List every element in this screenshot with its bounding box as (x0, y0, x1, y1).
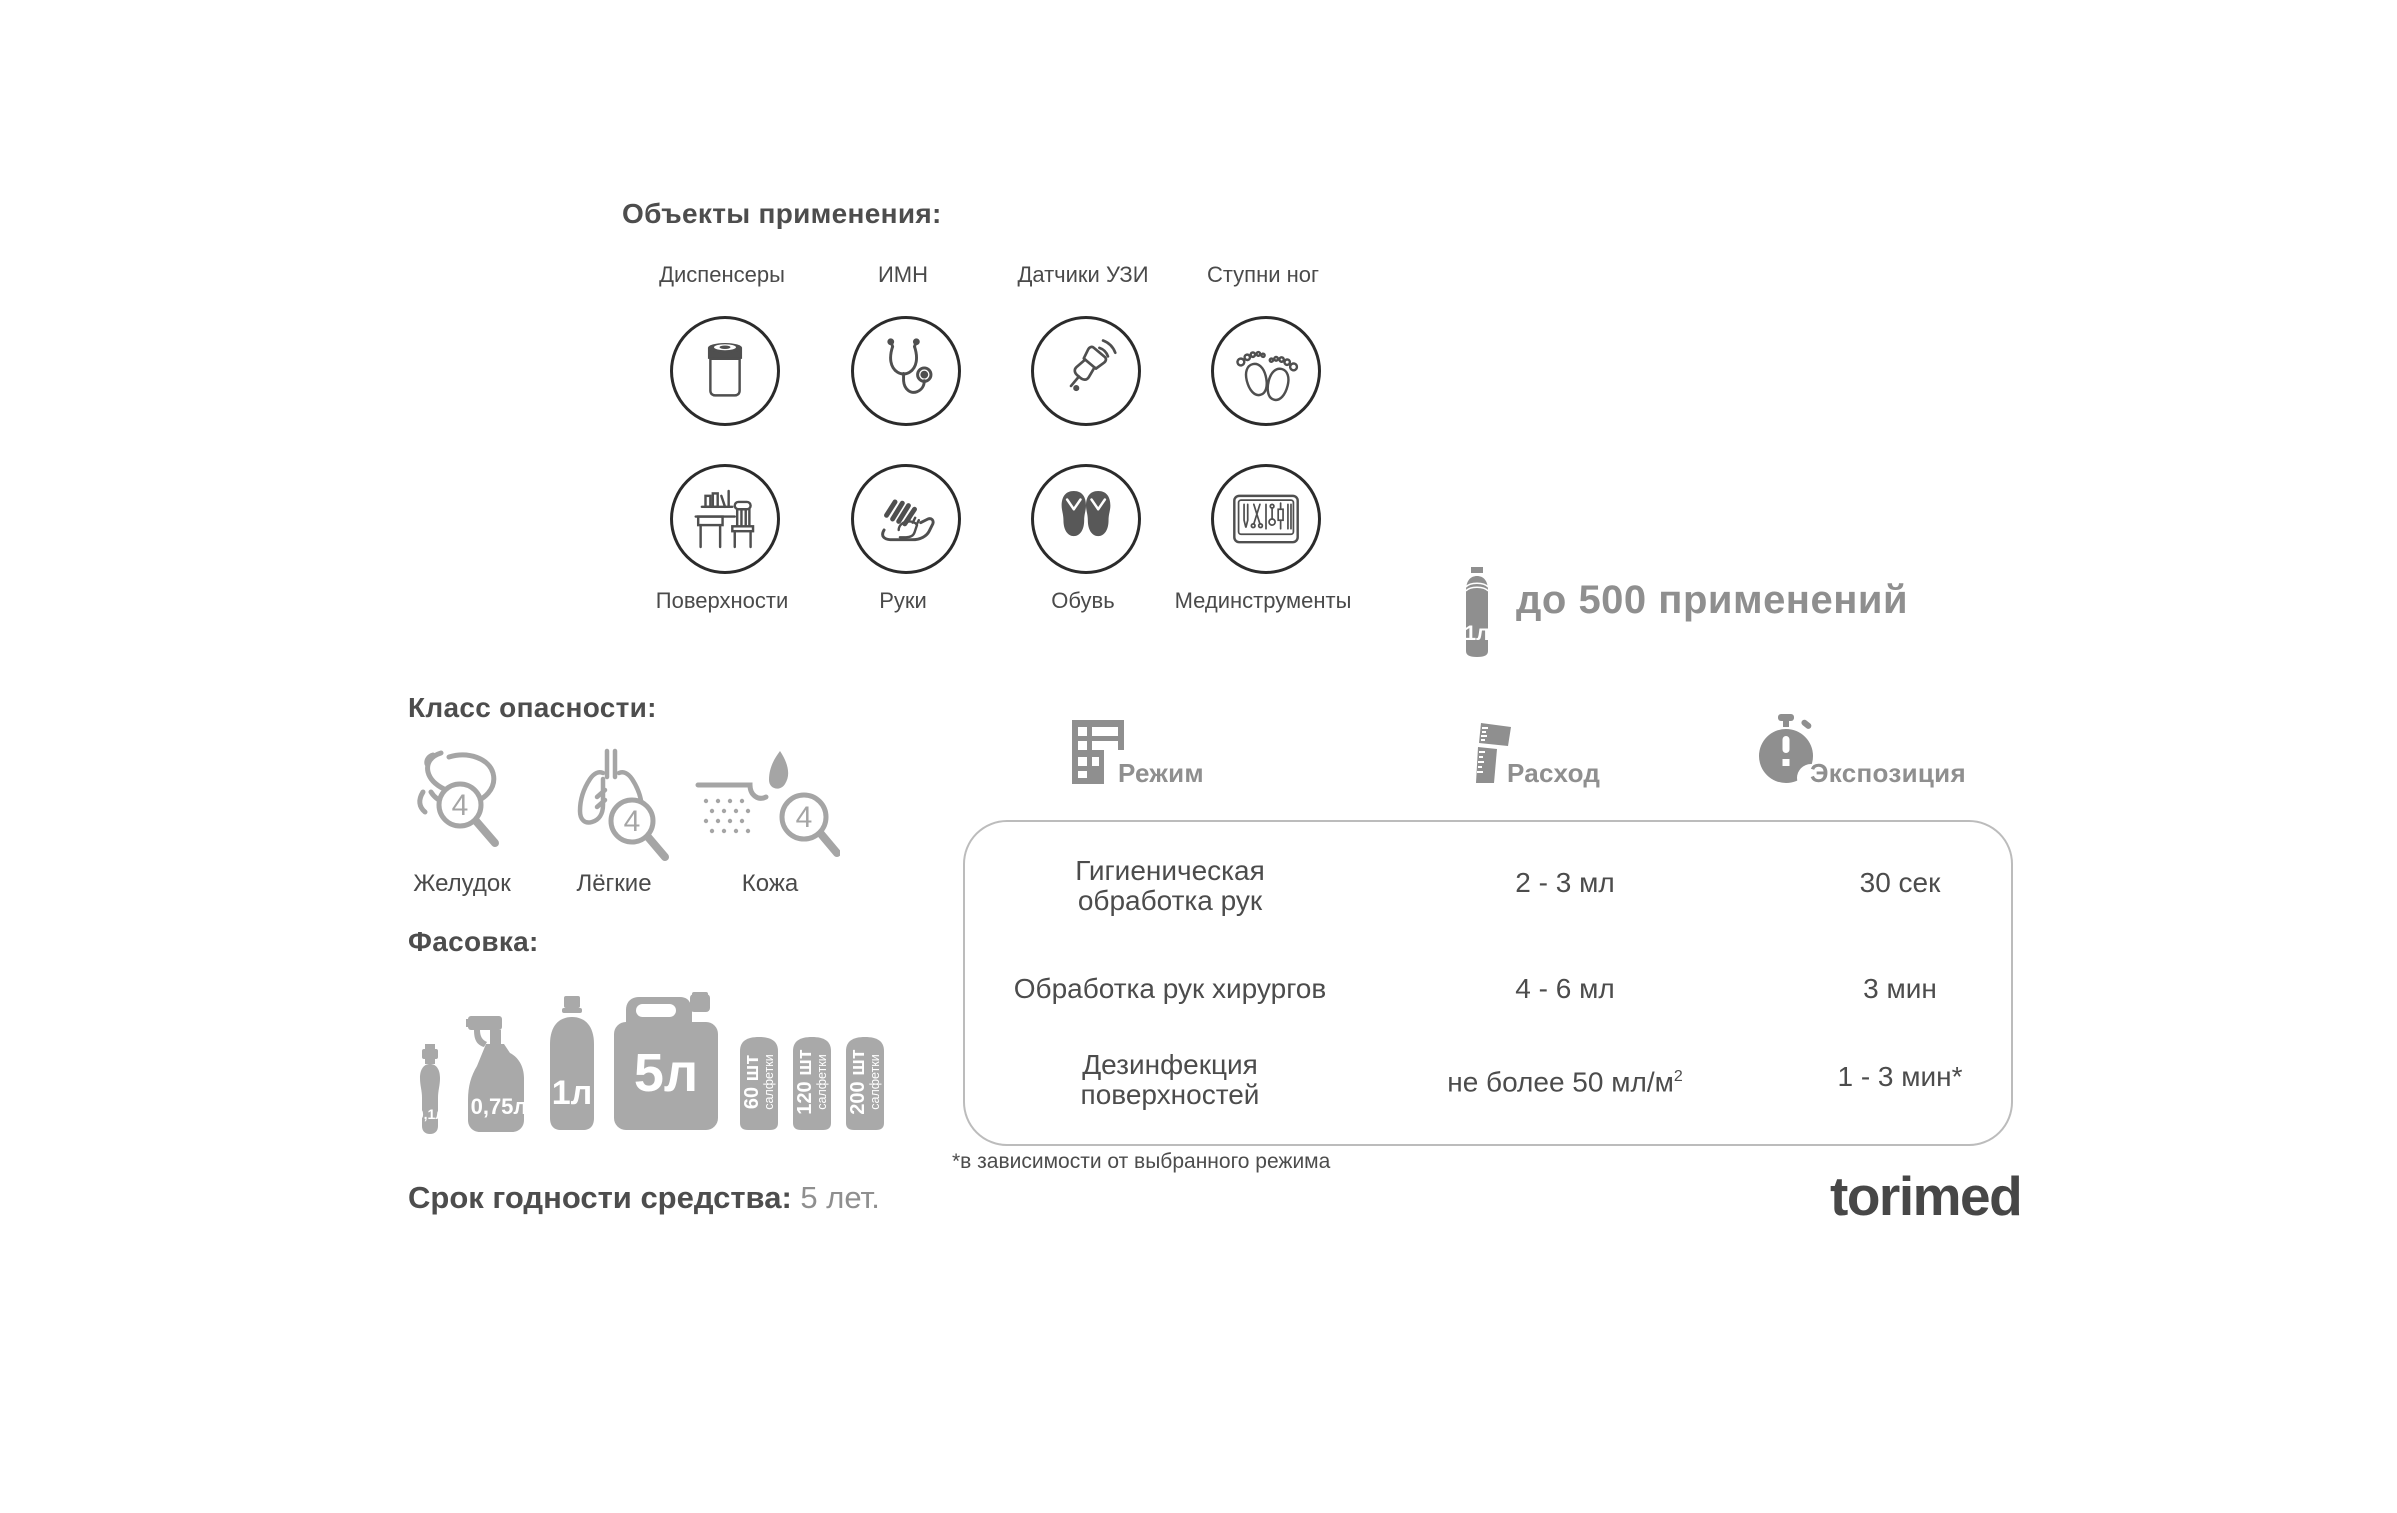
shoes-icon (1031, 464, 1141, 574)
table-header-mode: Режим (1118, 758, 1204, 788)
bottle-1l-icon (544, 996, 600, 1137)
wipes-pack-120-label (789, 1034, 835, 1130)
stethoscope-icon (851, 316, 961, 426)
table-row1-mode: Гигиеническая обработка рук (1075, 855, 1265, 916)
object-label-imn: ИМН (877, 262, 929, 287)
object-label-hands: Руки (879, 588, 927, 613)
object-label-surfaces: Поверхности (655, 588, 789, 613)
lungs-icon (552, 745, 670, 872)
brand-logo: torimed (1830, 1165, 2022, 1227)
hazard-title: Класс опасности: (408, 692, 657, 723)
object-label-feet: Ступни ног (1206, 262, 1320, 287)
hazard-skin-class: 4 (795, 801, 813, 834)
table-row2-consumption: 4 - 6 мл (1515, 973, 1615, 1004)
object-label-shoes: Обувь (1051, 588, 1115, 613)
pack-volume-01: 0,1л (415, 1106, 445, 1122)
packaging-title: Фасовка: (408, 926, 539, 957)
wipes-pack-60-label (736, 1034, 782, 1130)
pack-volume-1l: 1л (551, 1074, 593, 1112)
ultrasound-probe-icon (1031, 316, 1141, 426)
table-row2-mode: Обработка рук хирургов (1013, 973, 1327, 1004)
dispenser-icon (670, 316, 780, 426)
hazard-label-stomach: Желудок (413, 870, 511, 897)
table-header-consumption: Расход (1507, 758, 1601, 788)
wipes-count: 120 шт (793, 1049, 816, 1115)
stomach-icon (403, 745, 515, 872)
wipes-type: салфетки (814, 1054, 829, 1110)
usage-bottle-volume: 1л (1464, 622, 1490, 645)
table-row3-exposure: 1 - 3 мин* (1837, 1061, 1963, 1092)
wipes-type: салфетки (867, 1054, 882, 1110)
hands-icon (851, 464, 961, 574)
skin-icon (692, 745, 840, 872)
spray-bottle-small-icon (412, 1044, 448, 1139)
wipes-count: 200 шт (846, 1049, 869, 1115)
object-label-dispensers: Диспенсеры (659, 262, 785, 287)
instruments-icon (1211, 464, 1321, 574)
table-header-exposure: Экспозиция (1810, 758, 1966, 788)
table-footnote: *в зависимости от выбранного режима (952, 1150, 1331, 1173)
table-row2-exposure: 3 мин (1863, 973, 1937, 1004)
pack-volume-5l: 5л (633, 1043, 699, 1103)
hazard-lungs-class: 4 (623, 805, 641, 838)
objects-title: Объекты применения: (622, 198, 942, 229)
shelf-life (408, 1180, 880, 1216)
wipes-type: салфетки (761, 1054, 776, 1110)
feet-icon (1211, 316, 1321, 426)
table-row1-consumption: 2 - 3 мл (1515, 867, 1615, 898)
table-row1-exposure: 30 сек (1859, 867, 1941, 898)
surfaces-icon (670, 464, 780, 574)
table-row3-consumption: не более 50 $мл/м^2$ (1447, 1066, 1683, 1098)
shelf-life-value: 5 лет. (800, 1180, 880, 1215)
object-label-instruments: Мединструменты (1174, 588, 1352, 613)
pack-volume-075: 0,75л (470, 1094, 528, 1119)
object-label-ultrasound: Датчики УЗИ (1017, 262, 1149, 287)
table-row3-mode: Дезинфекция поверхностей (1080, 1049, 1260, 1110)
usage-text: до 500 применений (1516, 578, 1909, 622)
wipes-pack-200-label (842, 1034, 888, 1130)
hazard-stomach-class: 4 (451, 789, 469, 822)
shelf-life-label: Срок годности средства: (408, 1180, 792, 1215)
wipes-count: 60 шт (740, 1054, 763, 1110)
hazard-label-skin: Кожа (741, 870, 799, 897)
hazard-label-lungs: Лёгкие (576, 870, 652, 897)
